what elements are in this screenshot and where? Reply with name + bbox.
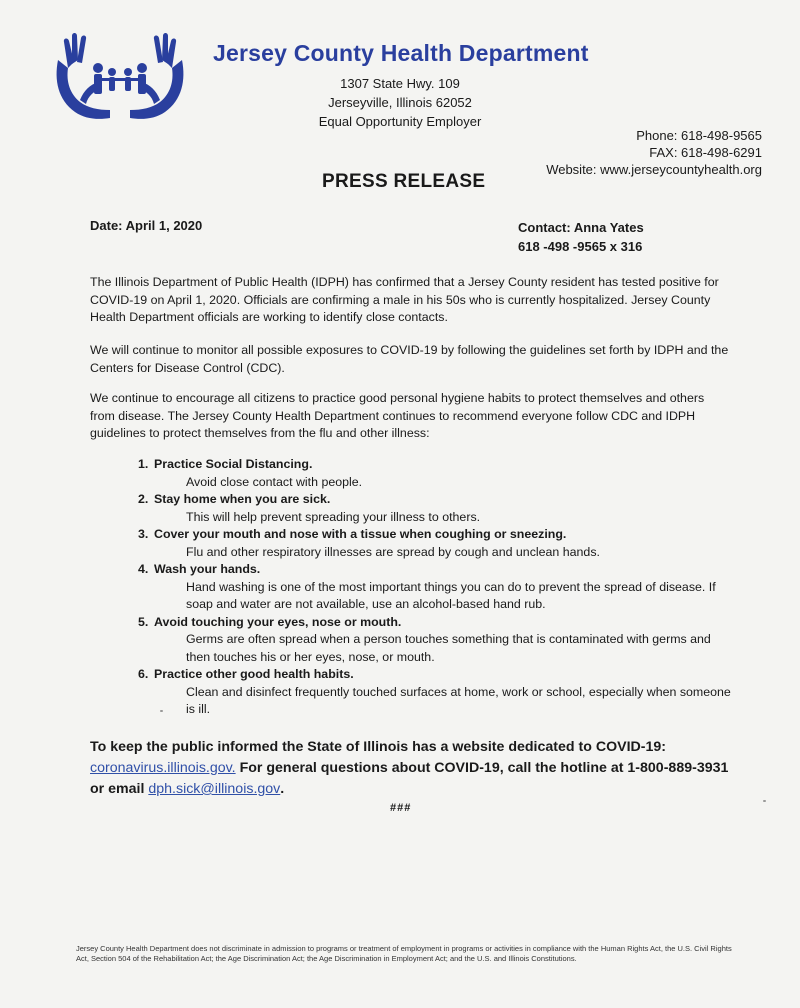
list-item <box>138 526 738 561</box>
item-title: Cover your mouth and nose with a tissue when coughing or sneezing. <box>154 527 567 541</box>
list-item <box>138 561 738 614</box>
item-title: Practice Social Distancing. <box>154 457 313 471</box>
closing-intro: To keep the public informed the State of Illinois has a website dedicated to COVID-19: <box>90 739 666 755</box>
paragraph: The Illinois Department of Public Health (IDPH) has confirmed that a Jersey County resident has tested positive for COVID-19 on April 1, 2020. Officials are confirming a male in his 50s who is currently hospitalized. Jersey County Health Department officials are working to identify close contacts. <box>90 275 719 324</box>
health-tips-list <box>138 456 738 719</box>
closing-hotline-text: For general questions about COVID-19, call the hotline at 1-800-889-3931 or email <box>90 760 729 797</box>
item-number: 6. <box>138 667 149 681</box>
item-description: This will help prevent spreading your illness to others. <box>186 509 481 524</box>
organization-name: Jersey County Health Department <box>213 40 589 66</box>
list-item <box>138 666 738 719</box>
contact-person <box>518 218 644 256</box>
item-number: 2. <box>138 492 149 506</box>
closing-end: . <box>280 781 285 797</box>
paragraph: We will continue to monitor all possible exposures to COVID-19 by following the guidelines set forth by IDPH and the Centers for Disease Control (CDC). <box>90 343 729 375</box>
address-line: 1307 State Hwy. 109 <box>340 76 460 91</box>
closing-paragraph <box>90 737 730 800</box>
item-description: Clean and disinfect frequently touched surfaces at home, work or school, especially when someone is ill. <box>186 684 731 716</box>
contact-info-block <box>546 127 762 178</box>
item-title: Wash your hands. <box>154 562 261 576</box>
document-title: PRESS RELEASE <box>322 171 486 192</box>
contact-phone: 618 -498 -9565 x 316 <box>518 239 643 254</box>
list-item <box>138 456 738 491</box>
address-block <box>300 74 500 131</box>
item-number: 5. <box>138 614 149 629</box>
covid-website-link[interactable]: coronavirus.illinois.gov. <box>90 760 236 776</box>
contact-name: Contact: Anna Yates <box>518 220 644 235</box>
item-description: Hand washing is one of the most important things you can do to prevent the spread of disease. If soap and water are not available, use an alcohol-based hand rub. <box>186 579 716 611</box>
item-description: Germs are often spread when a person touches something that is contaminated with germs and then touches his or her eyes, nose, or mouth. <box>186 632 711 664</box>
end-mark: ### <box>390 802 412 814</box>
item-description: Flu and other respiratory illnesses are spread by cough and unclean hands. <box>186 544 600 559</box>
website: Website: www.jerseycountyhealth.org <box>546 162 762 177</box>
list-item <box>138 491 738 526</box>
item-number: 3. <box>138 527 149 541</box>
item-title: Practice other good health habits. <box>154 667 354 681</box>
fax-number: FAX: 618-498-6291 <box>649 145 762 160</box>
item-number: 4. <box>138 562 149 576</box>
item-number: 1. <box>138 457 149 471</box>
item-title: Stay home when you are sick. <box>154 492 331 506</box>
scan-speck <box>160 710 163 712</box>
phone-number: Phone: 618-498-9565 <box>636 128 762 143</box>
scan-speck <box>763 800 766 802</box>
release-date: Date: April 1, 2020 <box>90 218 203 233</box>
email-link[interactable]: dph.sick@illinois.gov <box>148 781 281 797</box>
address-line: Equal Opportunity Employer <box>318 114 482 129</box>
address-line: Jerseyville, Illinois 62052 <box>328 95 472 110</box>
list-item <box>138 614 738 667</box>
paragraph: We continue to encourage all citizens to practice good personal hygiene habits to protect themselves and others from disease. The Jersey County Health Department continues to recommend everyone follow CDC and IDPH guidelines to protect themselves from the flu and other illness: <box>90 391 705 440</box>
item-title: Avoid touching your eyes, nose or mouth. <box>154 614 402 629</box>
nondiscrimination-footer: Jersey County Health Department does not discriminate in admission to programs or treatment of employment in programs or activities in compliance with the Human Rights Act, the U.S. Civil Rights Act, Section 504 of the Rehabilitation Act; the Age Discrimination Act; the Age Discrimination in Employment Act; and the U.S. and Illinois Constitutions. <box>76 944 732 963</box>
health-department-logo <box>50 30 190 125</box>
item-description: Avoid close contact with people. <box>186 474 363 489</box>
